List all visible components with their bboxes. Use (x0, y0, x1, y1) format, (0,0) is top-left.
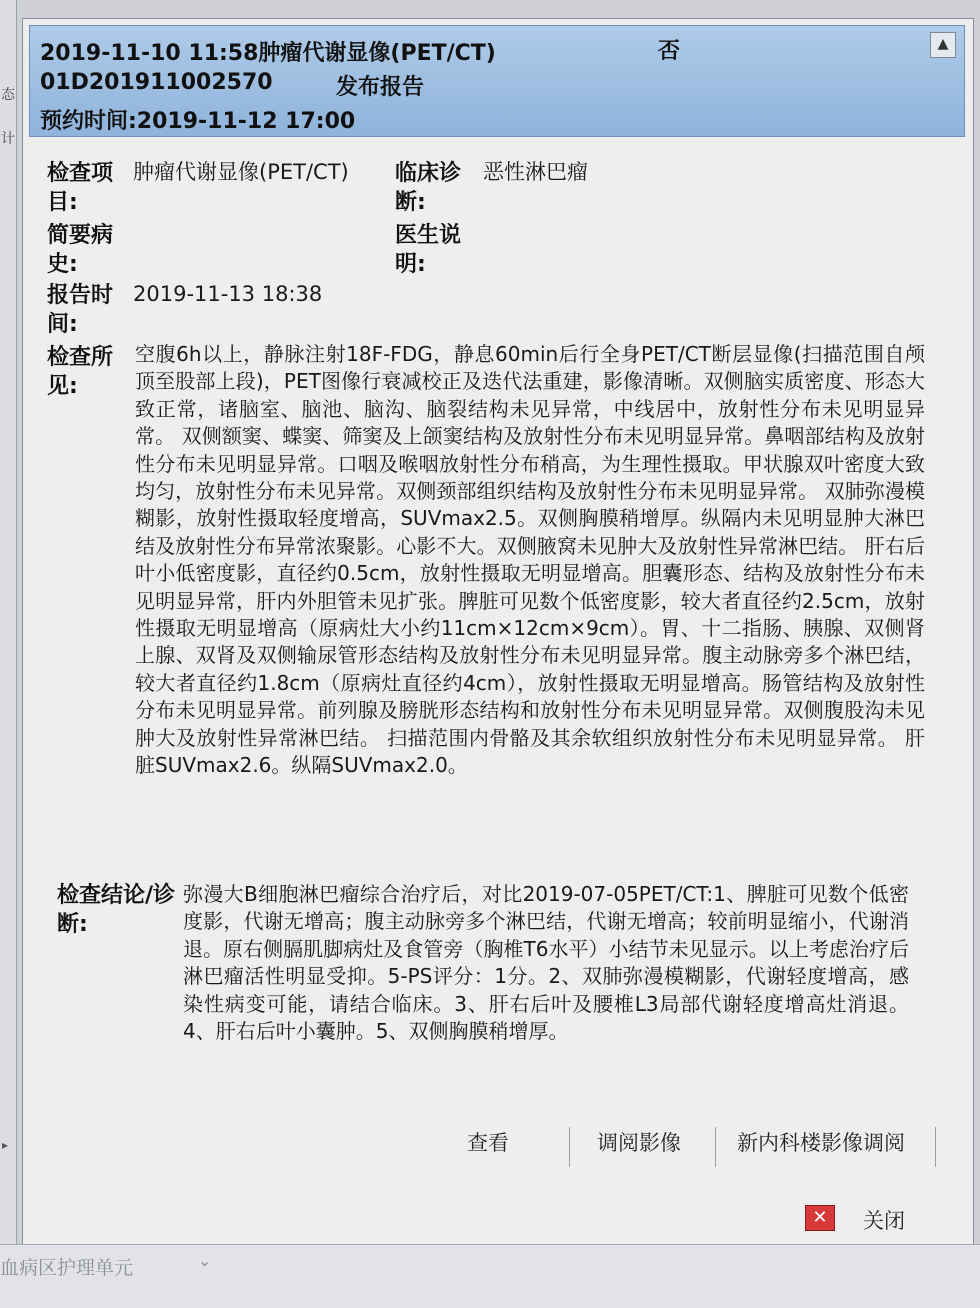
doctor-note-label: 医生说明: (395, 223, 462, 277)
report-time-label: 报告时间: (47, 283, 114, 337)
report-status: 发布报告 (336, 75, 425, 100)
history-label: 简要病史: (47, 223, 114, 277)
view-images-button[interactable]: 调阅影像 (597, 1131, 681, 1155)
button-separator (569, 1127, 570, 1167)
findings-text: 空腹6h以上，静脉注射18F-FDG，静息60min后行全身PET/CT断层显像(扫描范围自颅顶至股部上段)，PET图像行衰减校正及迭代法重建，影像清晰。双侧脑实质密度、形态大致正常，诸脑室、脑池、脑沟、脑裂结构未见异常，中线居中，放射性分布未见明显异常。 双侧额窦、蝶窦、筛窦及上颌窦结构及放射性分布未见明显异常。鼻咽部结构及放射性分布未见明显异常。口咽及喉咽放射性分布稍高，为生理性摄取。甲状腺双叶密度大致均匀，放射性分布未见异常。双侧颈部组织结构及放射性分布未见明显异常。 双肺弥漫模糊影，放射性摄取轻度增高，SUVmax2.5。双侧胸膜稍增厚。纵隔内未见明显肿大淋巴结及放射性分布异常浓聚影。心影不大。双侧腋窝未见肿大及放射性异常淋巴结。 肝右后叶小低密度影，直径约0.5cm，放射性摄取无明显增高。胆囊形态、结构及放射性分布未见明显异常，肝内外胆管未见扩张。脾脏可见数个低密度影，较大者直径约2.5cm，放射性摄取无明显增高（原病灶大小约11cm×12cm×9cm）。胃、十二指肠、胰腺、双侧肾上腺、双肾及双侧输尿管形态结构及放射性分布未见明显异常。腹主动脉旁多个淋巴结，较大者直径约1.8cm（原病灶直径约4cm），放射性摄取无明显增高。肠管结构及放射性分布未见明显异常。前列腺及膀胱形态结构和放射性分布未见明显异常。双侧腹股沟未见肿大及放射性异常淋巴结。 扫描范围内骨骼及其余软组织放射性分布未见明显异常。 肝脏SUVmax2.6。纵隔SUVmax2.0。 (135, 342, 925, 778)
appointment-time: 预约时间:2019-11-12 17:00 (40, 109, 356, 134)
background-window-strip (0, 0, 17, 1307)
chevron-down-icon[interactable]: ⌄ (198, 1251, 212, 1270)
exam-item-value: 肿瘤代谢显像(PET/CT) (133, 160, 349, 184)
view-button[interactable]: 查看 (467, 1131, 509, 1155)
findings-label: 检查所见: (47, 345, 114, 399)
scroll-arrow-icon[interactable]: ▸ (2, 1138, 9, 1152)
button-separator (715, 1127, 716, 1167)
conclusion-label: 检查结论/诊断: (57, 883, 176, 937)
conclusion-text: 弥漫大B细胞淋巴瘤综合治疗后，对比2019-07-05PET/CT:1、脾脏可见数个低密度影，代谢无增高；腹主动脉旁多个淋巴结，代谢无增高；较前明显缩小，代谢消退。原右侧膈肌脚病灶及食管旁（胸椎T6水平）小结节未见显示。以上考虑治疗后淋巴瘤活性明显受抑。5-PS评分：1分。2、双肺弥漫模糊影，代谢轻度增高，感染性病变可能，请结合临床。3、肝右后叶及腰椎L3局部代谢轻度增高灶消退。4、肝右后叶小囊肿。5、双侧胸膜稍增厚。 (183, 882, 909, 1044)
close-icon[interactable]: ✕ (805, 1205, 835, 1231)
clinical-diagnosis-value: 恶性淋巴瘤 (483, 160, 588, 184)
new-building-images-button[interactable]: 新内科楼影像调阅 (737, 1131, 905, 1155)
report-time-value: 2019-11-13 18:38 (133, 282, 323, 306)
report-window (22, 18, 974, 1245)
clinical-diagnosis-label: 临床诊断: (395, 161, 462, 215)
close-button[interactable]: 关闭 (863, 1209, 905, 1233)
button-separator (935, 1127, 936, 1167)
exam-datetime-title: 2019-11-10 11:58肿瘤代谢显像(PET/CT) (40, 41, 496, 66)
exam-id: 01D201911002570 (40, 70, 273, 95)
exam-item-label: 检查项目: (47, 161, 114, 215)
flag-text: 否 (658, 39, 681, 64)
ward-tab[interactable]: 血病区护理单元 (0, 1257, 134, 1279)
background-text-fragment: 态 (1, 87, 15, 103)
chevron-up-icon[interactable]: ▲ (930, 32, 956, 58)
background-text-fragment: 计 (1, 131, 15, 147)
report-header[interactable] (29, 25, 965, 137)
taskbar (0, 1244, 980, 1308)
